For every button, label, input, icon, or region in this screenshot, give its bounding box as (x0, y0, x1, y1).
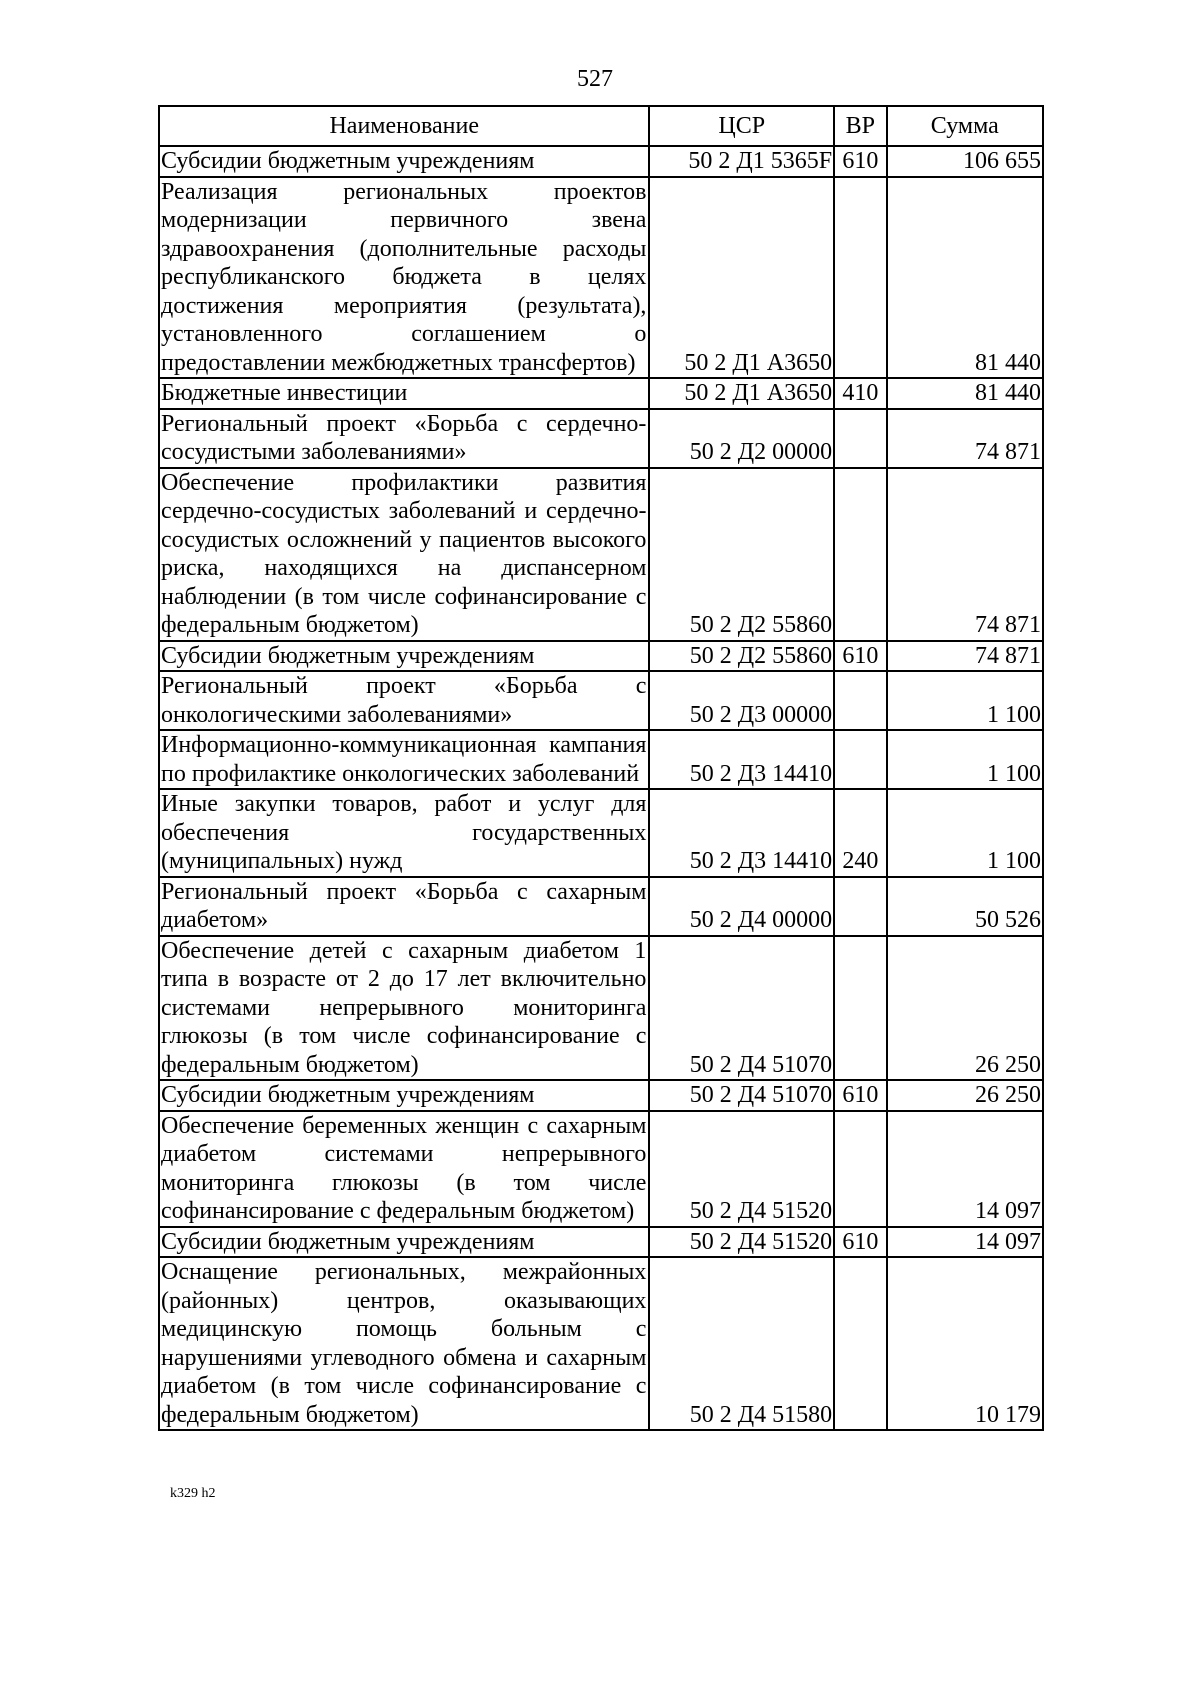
table-row (159, 146, 1043, 177)
row-vr: 240 (834, 789, 886, 877)
row-name: Информационно-коммуникационная кампания по профилактике онкологических заболеваний (159, 730, 649, 789)
row-sum: 26 250 (887, 1080, 1043, 1111)
row-name: Субсидии бюджетным учреждениям (159, 146, 649, 177)
row-csr: 50 2 Д2 55860 (649, 468, 834, 641)
row-vr: 610 (834, 641, 886, 672)
row-sum: 50 526 (887, 877, 1043, 936)
table-row (159, 1111, 1043, 1227)
header-vr: ВР (834, 106, 886, 146)
table-row (159, 177, 1043, 379)
table-row (159, 1080, 1043, 1111)
footer-code: k329 h2 (170, 1486, 216, 1501)
row-sum: 10 179 (887, 1257, 1043, 1430)
row-csr: 50 2 Д4 00000 (649, 877, 834, 936)
row-csr: 50 2 Д4 51520 (649, 1111, 834, 1227)
row-sum: 1 100 (887, 671, 1043, 730)
table-row (159, 730, 1043, 789)
row-vr (834, 177, 886, 379)
row-csr: 50 2 Д1 А3650 (649, 177, 834, 379)
table-row (159, 936, 1043, 1081)
table-row (159, 641, 1043, 672)
row-sum: 74 871 (887, 468, 1043, 641)
row-sum: 14 097 (887, 1227, 1043, 1258)
table-row (159, 378, 1043, 409)
row-sum: 74 871 (887, 641, 1043, 672)
header-csr: ЦСР (649, 106, 834, 146)
row-csr: 50 2 Д4 51580 (649, 1257, 834, 1430)
row-vr: 610 (834, 146, 886, 177)
row-name: Бюджетные инвестиции (159, 378, 649, 409)
row-csr: 50 2 Д2 00000 (649, 409, 834, 468)
table-row (159, 1227, 1043, 1258)
row-csr: 50 2 Д3 00000 (649, 671, 834, 730)
row-csr: 50 2 Д3 14410 (649, 789, 834, 877)
row-name: Обеспечение беременных женщин с сахарным диабетом системами непрерывного мониторинга глюкозы (в том числе софинансирование с федеральным бюджетом) (159, 1111, 649, 1227)
row-name: Региональный проект «Борьба с онкологическими заболеваниями» (159, 671, 649, 730)
table-row (159, 877, 1043, 936)
row-name: Реализация региональных проектов модернизации первичного звена здравоохранения (дополнительные расходы республиканского бюджета в целях достижения мероприятия (результата), установленного соглашением о предоставлении межбюджетных трансфертов) (159, 177, 649, 379)
row-name: Субсидии бюджетным учреждениям (159, 1080, 649, 1111)
row-csr: 50 2 Д4 51070 (649, 936, 834, 1081)
row-sum: 81 440 (887, 378, 1043, 409)
row-sum: 26 250 (887, 936, 1043, 1081)
row-vr: 610 (834, 1080, 886, 1111)
header-name: Наименование (159, 106, 649, 146)
row-csr: 50 2 Д4 51520 (649, 1227, 834, 1258)
row-name: Иные закупки товаров, работ и услуг для обеспечения государственных (муниципальных) нужд (159, 789, 649, 877)
table-row (159, 789, 1043, 877)
row-name: Оснащение региональных, межрайонных (районных) центров, оказывающих медицинскую помощь больным с нарушениями углеводного обмена и сахарным диабетом (в том числе софинансирование с федеральным бюджетом) (159, 1257, 649, 1430)
table-row (159, 671, 1043, 730)
row-sum: 74 871 (887, 409, 1043, 468)
row-sum: 1 100 (887, 789, 1043, 877)
table-row (159, 1257, 1043, 1430)
row-vr (834, 936, 886, 1081)
row-vr (834, 730, 886, 789)
row-vr: 410 (834, 378, 886, 409)
page-number: 527 (577, 66, 613, 92)
row-name: Обеспечение детей с сахарным диабетом 1 типа в возрасте от 2 до 17 лет включительно системами непрерывного мониторинга глюкозы (в том числе софинансирование с федеральным бюджетом) (159, 936, 649, 1081)
table-row (159, 468, 1043, 641)
row-sum: 81 440 (887, 177, 1043, 379)
table-header-row (159, 106, 1043, 146)
row-name: Региональный проект «Борьба с сердечно-сосудистыми заболеваниями» (159, 409, 649, 468)
row-name: Субсидии бюджетным учреждениям (159, 1227, 649, 1258)
row-csr: 50 2 Д2 55860 (649, 641, 834, 672)
row-csr: 50 2 Д1 А3650 (649, 378, 834, 409)
row-csr: 50 2 Д4 51070 (649, 1080, 834, 1111)
row-vr (834, 877, 886, 936)
row-csr: 50 2 Д1 5365F (649, 146, 834, 177)
row-vr (834, 671, 886, 730)
table-row (159, 409, 1043, 468)
row-sum: 14 097 (887, 1111, 1043, 1227)
row-name: Субсидии бюджетным учреждениям (159, 641, 649, 672)
row-vr (834, 468, 886, 641)
row-sum: 106 655 (887, 146, 1043, 177)
header-sum: Сумма (887, 106, 1043, 146)
row-vr (834, 409, 886, 468)
budget-table (158, 105, 1044, 1431)
row-csr: 50 2 Д3 14410 (649, 730, 834, 789)
row-vr (834, 1257, 886, 1430)
row-name: Региональный проект «Борьба с сахарным диабетом» (159, 877, 649, 936)
row-vr: 610 (834, 1227, 886, 1258)
row-vr (834, 1111, 886, 1227)
row-sum: 1 100 (887, 730, 1043, 789)
row-name: Обеспечение профилактики развития сердечно-сосудистых заболеваний и сердечно-сосудистых осложнений у пациентов высокого риска, находящихся на диспансерном наблюдении (в том числе софинансирование с федеральным бюджетом) (159, 468, 649, 641)
